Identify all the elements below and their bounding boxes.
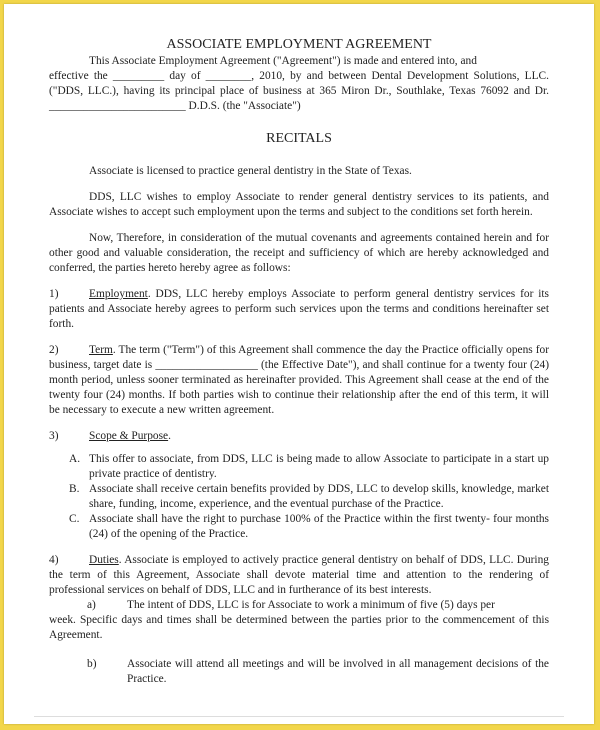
list-marker: A.: [69, 453, 81, 465]
duties-sub-a-continued: week. Specific days and times shall be determined between the parties prior to the commencement of this Agreement.: [49, 614, 549, 641]
list-marker: C.: [69, 513, 80, 525]
page-bottom-divider: [34, 716, 564, 717]
sub-marker: a): [87, 599, 96, 611]
section-number: 2): [49, 344, 59, 356]
section-text: . DDS, LLC hereby employs Associate to perform general dentistry services for its patients and Associate hereby agrees to perform such services upon the terms and conditions hereinafter set forth.: [49, 288, 549, 330]
section-number: 4): [49, 554, 59, 566]
document-body: [49, 36, 549, 687]
intro-line-1: This Associate Employment Agreement ("Agreement") is made and entered into, and: [89, 55, 477, 67]
section-scope: [49, 429, 549, 444]
section-text: . Associate is employed to actively practice general dentistry on behalf of DDS, LLC. During the term of this Agreement, Associate shall devote material time and attention to the rendering of professional services on behalf of DDS, LLC and in furtherance of its best interests.: [49, 554, 549, 596]
duties-sub-a: [87, 598, 549, 613]
duties-sub-b: [87, 657, 549, 687]
section-duties: [49, 553, 549, 598]
recital-1: Associate is licensed to practice general dentistry in the State of Texas.: [89, 165, 412, 177]
sub-marker: b): [87, 658, 97, 670]
list-item: [69, 482, 549, 512]
section-number: 1): [49, 288, 59, 300]
section-text: . The term ("Term") of this Agreement shall commence the day the Practice officially opens for business, target date is __________________ (the Effective Date"), and shall continue for a twenty four (24) month period, unless sooner terminated as hereinafter provided. This Agreement shall cease at the end of the twenty four (24) months. If both parties wish to continue their relationship after the end of this term, it will be necessary to execute a new written agreement.: [49, 344, 549, 416]
recital-2: DDS, LLC wishes to employ Associate to render general dentistry services to its patients, and Associate wishes to accept such employment upon the terms and subject to the conditions set forth herein.: [49, 191, 549, 218]
list-text: Associate shall have the right to purchase 100% of the Practice within the first twenty- four months (24) of the opening of the Practice.: [89, 513, 549, 540]
list-text: This offer to associate, from DDS, LLC is being made to allow Associate to participate in a start up private practice of dentistry.: [89, 453, 549, 480]
recitals-heading: RECITALS: [266, 131, 332, 146]
section-term: [49, 343, 549, 418]
list-marker: B.: [69, 483, 80, 495]
section-heading: Employment: [89, 288, 148, 300]
section-heading: Duties: [89, 554, 119, 566]
section-heading: Scope & Purpose: [89, 430, 169, 442]
section-number: 3): [49, 430, 59, 442]
list-item: [69, 452, 549, 482]
document-page: [4, 4, 594, 724]
section-text: .: [168, 430, 171, 442]
intro-paragraph: effective the _________ day of ________, 2010, by and between Dental Development Solutions, LLC. ("DDS, LLC.), having its principal place of business at 365 Miron Dr., Southlake, Texas 76092 and Dr. ________________________ D.D.S. (the "Associate"): [49, 70, 549, 112]
recital-3: Now, Therefore, in consideration of the mutual covenants and agreements contained herein and for other good and valuable consideration, the receipt and sufficiency of which are hereby acknowledged and conferred, the parties hereto hereby agree as follows:: [49, 232, 549, 274]
list-text: Associate shall receive certain benefits provided by DDS, LLC to develop skills, knowledge, market share, funding, income, experience, and the eventual purchase of the Practice.: [89, 483, 549, 510]
sub-text: Associate will attend all meetings and will be involved in all management decisions of the Practice.: [127, 658, 549, 685]
sub-text: The intent of DDS, LLC is for Associate to work a minimum of five (5) days per: [127, 599, 495, 611]
section-employment: [49, 287, 549, 332]
document-title: ASSOCIATE EMPLOYMENT AGREEMENT: [166, 37, 432, 52]
scope-list: [69, 452, 549, 542]
list-item: [69, 512, 549, 542]
section-heading: Term: [89, 344, 113, 356]
